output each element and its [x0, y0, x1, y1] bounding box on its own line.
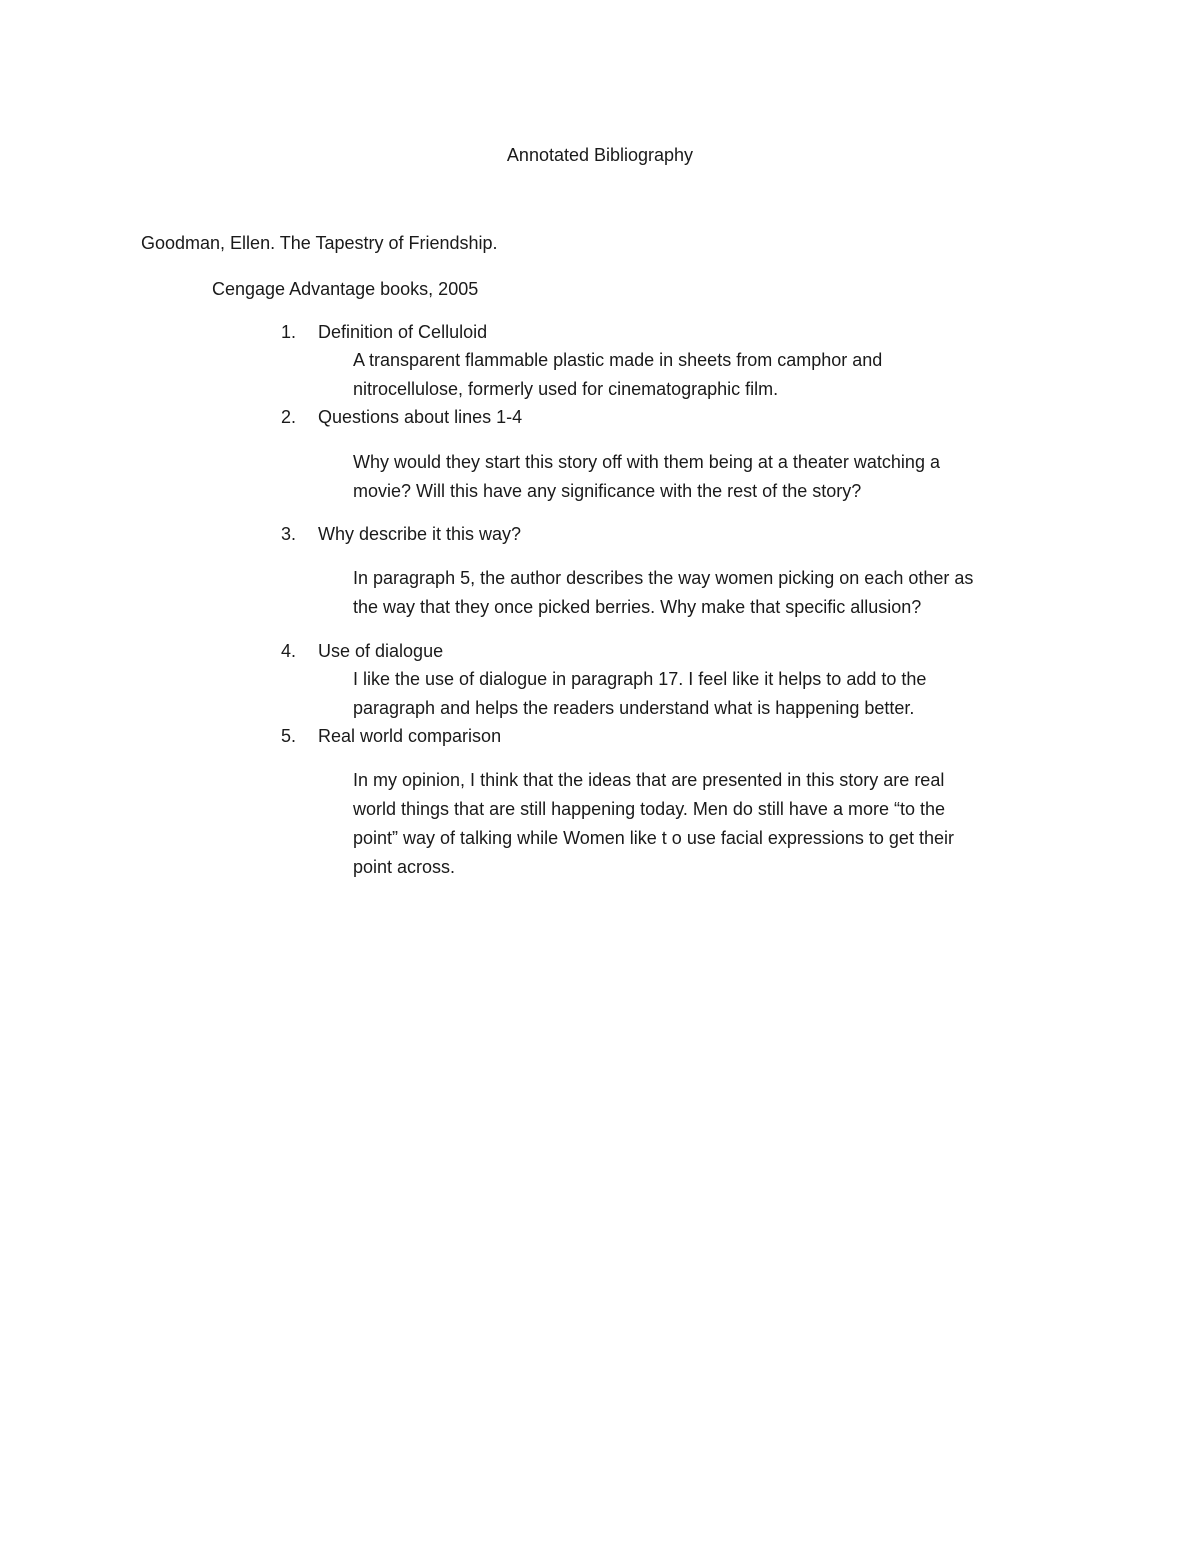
citation-line-1: Goodman, Ellen. The Tapestry of Friendship.	[141, 233, 498, 253]
list-item-heading: Definition of Celluloid	[318, 322, 488, 342]
list-item-heading: Real world comparison	[318, 726, 502, 746]
list-item-text-line: paragraph and helps the readers understand what is happening better.	[353, 698, 915, 718]
list-item-text-line: In paragraph 5, the author describes the way women picking on each other as	[353, 568, 974, 588]
list-item-text-line: I like the use of dialogue in paragraph 17. I feel like it helps to add to the	[353, 669, 927, 689]
list-item-number: 1.	[281, 322, 297, 342]
page-title: Annotated Bibliography	[506, 145, 694, 165]
list-item-text-line: world things that are still happening today. Men do still have a more “to the	[353, 799, 945, 819]
list-item-text-line: point across.	[353, 857, 456, 877]
list-item-text-line: point” way of talking while Women like t o use facial expressions to get their	[353, 828, 954, 848]
list-item-heading: Use of dialogue	[318, 641, 444, 661]
list-item-heading: Why describe it this way?	[318, 524, 522, 544]
list-item-number: 2.	[281, 407, 297, 427]
list-item-text-line: A transparent flammable plastic made in sheets from camphor and	[353, 350, 883, 370]
list-item-text-line: the way that they once picked berries. Why make that specific allusion?	[353, 597, 922, 617]
list-item-text-line: nitrocellulose, formerly used for cinematographic film.	[353, 379, 779, 399]
list-item-number: 5.	[281, 726, 297, 746]
list-item-text-line: Why would they start this story off with them being at a theater watching a	[353, 452, 940, 472]
list-item-text-line: In my opinion, I think that the ideas that are presented in this story are real	[353, 770, 945, 790]
list-item-number: 4.	[281, 641, 297, 661]
list-item-number: 3.	[281, 524, 297, 544]
citation-line-2: Cengage Advantage books, 2005	[212, 279, 479, 299]
list-item-text-line: movie? Will this have any significance with the rest of the story?	[353, 481, 862, 501]
list-item-heading: Questions about lines 1-4	[318, 407, 523, 427]
